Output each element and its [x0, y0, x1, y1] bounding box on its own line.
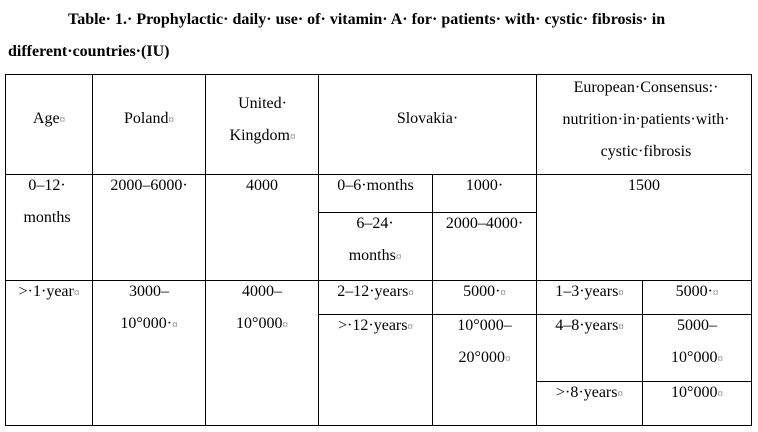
col-divider-4 — [536, 74, 537, 426]
row2-slovakia-value-a: 5000·¤ — [463, 283, 506, 300]
row2-eu-age-b: 4–8·years¤ — [555, 317, 624, 334]
row1-slovakia-age-b: 6–24· months¤ — [348, 215, 402, 264]
row2-poland: 3000– 10°000·¤ — [120, 283, 178, 332]
row2-eu-age-a: 1–3·years¤ — [555, 283, 624, 300]
col-divider-2 — [205, 74, 206, 426]
row1-eu: 1500 — [628, 177, 660, 194]
row1-uk: 4000 — [246, 177, 278, 194]
header-poland: Poland¤ — [124, 110, 174, 127]
caption-line-1: Table· 1.· Prophylactic· daily· use· of· vitamin· A· for· patients· with· cystic· fibrosis· in — [68, 11, 666, 28]
row2-uk: 4000– 10°000¤ — [236, 283, 288, 332]
row1-age: 0–12· months — [23, 177, 71, 226]
caption-line-2: different·countries·(IU) — [8, 43, 170, 60]
table-bottom-border — [5, 425, 752, 426]
header-age: Age¤ — [32, 110, 66, 127]
table-right-border — [751, 74, 752, 426]
row2-eu-value-a: 5000·¤ — [675, 283, 719, 300]
header-eu-consensus: European·Consensus:· nutrition·in·patients·with· cystic·fibrosis — [562, 79, 730, 160]
row2-age: >·1·year¤ — [18, 283, 80, 300]
row2-eu-age-c: >·8·years¤ — [556, 384, 623, 401]
row1-poland: 2000–6000· — [110, 177, 188, 194]
row1-slovakia-age-a: 0–6·months — [337, 177, 414, 194]
row2-slovakia-age-a: 2–12·years¤ — [337, 283, 414, 300]
row1-slovakia-value-b: 2000–4000· — [445, 215, 524, 232]
row2-slovakia-value-b: 10°000– 20°000¤ — [457, 317, 512, 366]
row1-slovakia-value-a: 1000· — [465, 177, 504, 194]
header-slovakia: Slovakia· — [396, 110, 459, 127]
row2-eu-value-c: 10°000¤ — [671, 384, 723, 401]
row2-eu-value-b: 5000– 10°000¤ — [671, 317, 723, 366]
header-uk: United· Kingdom¤ — [229, 95, 296, 144]
row2-slovakia-age-b: >·12·years¤ — [338, 317, 413, 334]
